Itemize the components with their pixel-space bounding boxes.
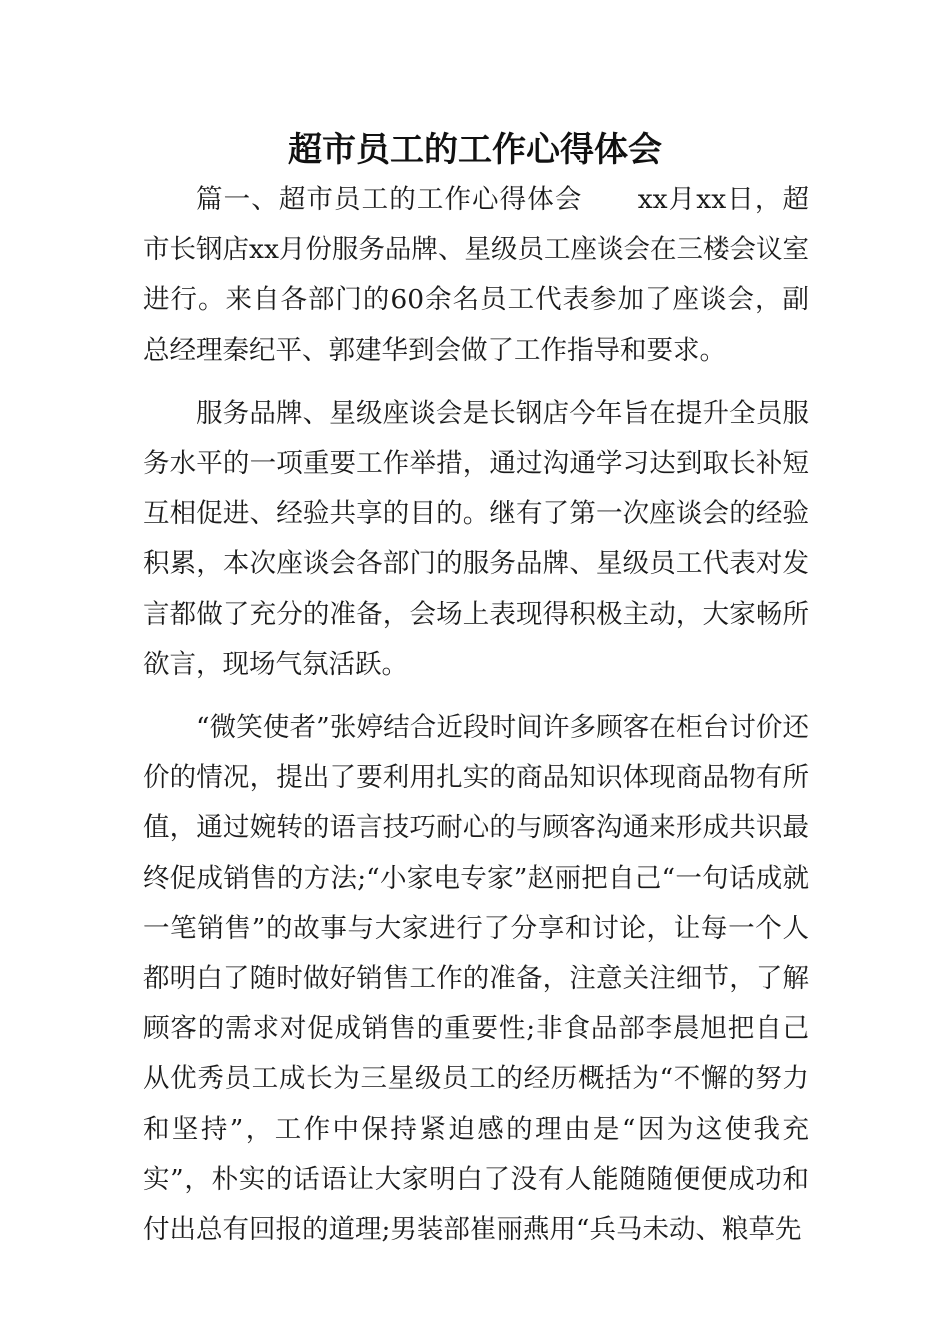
document-body: [143, 175, 809, 1255]
paragraph-3: “微笑使者”张婷结合近段时间许多顾客在柜台讨价还价的情况，提出了要利用扎实的商品知识体现商品物有所值，通过婉转的语言技巧耐心的与顾客沟通来形成共识最终促成销售的方法;“小家电专家”赵丽把自己“一句话成就一笔销售”的故事与大家进行了分享和讨论，让每一个人都明白了随时做好销售工作的准备，注意关注细节，了解顾客的需求对促成销售的重要性;非食品部李晨旭把自己从优秀员工成长为三星级员工的经历概括为“不懈的努力和坚持”，工作中保持紧迫感的理由是“因为这使我充实”，朴实的话语让大家明白了没有人能随随便便成功和付出总有回报的道理;男装部崔丽燕用“兵马未动、粮草先: [143, 712, 809, 1246]
paragraph-1: 篇一、超市员工的工作心得体会 xx月xx日，超市长钢店xx月份服务品牌、星级员工座谈会在三楼会议室进行。来自各部门的60余名员工代表参加了座谈会，副总经理秦纪平、郭建华到会做了工作指导和要求。: [143, 184, 809, 366]
document-title: 超市员工的工作心得体会: [288, 130, 662, 170]
paragraph-2: 服务品牌、星级座谈会是长钢店今年旨在提升全员服务水平的一项重要工作举措，通过沟通学习达到取长补短互相促进、经验共享的目的。继有了第一次座谈会的经验积累，本次座谈会各部门的服务品牌、星级员工代表对发言都做了充分的准备，会场上表现得积极主动，大家畅所欲言，现场气氛活跃。: [143, 397, 809, 680]
